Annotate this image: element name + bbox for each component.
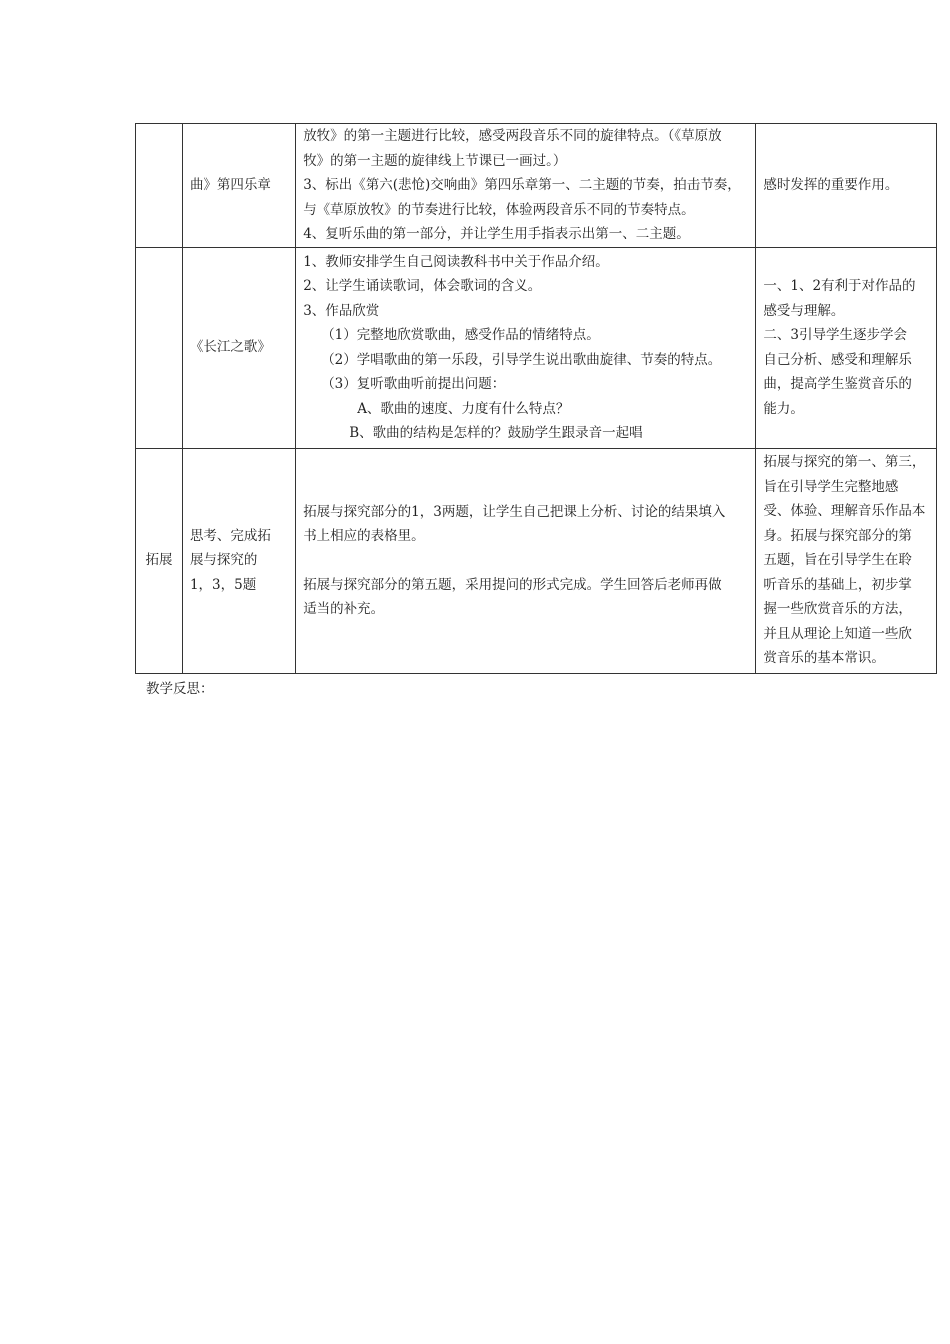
content-line: 3、作品欣赏 — [303, 302, 380, 319]
item-cell — [182, 124, 295, 248]
content-line: A、歌曲的速度、力度有什么特点？ — [357, 400, 570, 417]
reflection-label: 教学反思： — [146, 681, 214, 697]
content-line: 2、让学生诵读歌词，体会歌词的含义。 — [303, 278, 542, 294]
section-cell — [136, 247, 183, 448]
content-line: B、歌曲的结构是怎样的？鼓励学生跟录音一起唱 — [349, 425, 643, 441]
content-cell — [296, 247, 756, 448]
purpose-line: 拓展与探究的第一、第三， — [763, 454, 926, 471]
item-line: 1，3，5题 — [189, 576, 257, 593]
item-line: 思考、完成拓 — [189, 527, 271, 544]
table-row — [136, 124, 937, 248]
content-line: 与《草原放牧》的节奏进行比较，体验两段音乐不同的节奏特点。 — [303, 201, 695, 218]
section-cell: 拓展 — [136, 448, 183, 673]
purpose-line: 听音乐的基础上，初步掌 — [763, 576, 912, 593]
lesson-plan-table — [135, 123, 937, 674]
content-line: 3、标出《第六(悲怆)交响曲》第四乐章第一、二主题的节奏，拍击节奏， — [303, 177, 741, 193]
content-line: 牧》的第一主题的旋律线上节课已一画过。） — [303, 152, 567, 169]
purpose-line: 并且从理论上知道一些欣 — [763, 625, 912, 642]
table-row — [136, 448, 937, 673]
content-line: 适当的补充。 — [303, 601, 385, 617]
purpose-line: 曲，提高学生鉴赏音乐的 — [763, 376, 912, 392]
content-line: 拓展与探究部分的1，3两题，让学生自己把课上分析、讨论的结果填入 — [303, 503, 726, 520]
content-cell — [296, 124, 756, 248]
item-cell — [182, 448, 295, 673]
purpose-text: 感时发挥的重要作用。 — [763, 177, 899, 193]
purpose-line: 感受与理解。 — [763, 302, 845, 319]
content-line: 书上相应的表格里。 — [303, 528, 425, 544]
item-text: 《长江之歌》 — [189, 339, 271, 356]
section-cell — [136, 124, 183, 248]
item-line: 展与探究的 — [189, 552, 258, 569]
purpose-line: 自己分析、感受和理解乐 — [763, 351, 912, 368]
content-line: （3）复听歌曲听前提出问题： — [321, 376, 506, 392]
purpose-cell — [756, 448, 937, 673]
content-line: 1、教师安排学生自己阅读教科书中关于作品介绍。 — [303, 253, 609, 270]
purpose-line: 能力。 — [763, 400, 804, 417]
content-line: （2）学唱歌曲的第一乐段，引导学生说出歌曲旋律、节奏的特点。 — [321, 351, 722, 368]
purpose-line: 握一些欣赏音乐的方法， — [763, 601, 912, 618]
item-cell — [182, 247, 295, 448]
content-line: （1）完整地欣赏歌曲，感受作品的情绪特点。 — [321, 327, 600, 343]
purpose-line: 赏音乐的基本常识。 — [763, 650, 885, 667]
purpose-cell — [756, 247, 937, 448]
spacer — [303, 549, 748, 573]
purpose-line: 一、1、2有利于对作品的 — [763, 278, 916, 294]
purpose-cell — [756, 124, 937, 248]
purpose-line: 受、体验、理解音乐作品本 — [763, 503, 926, 520]
table-row — [136, 247, 937, 448]
purpose-line: 二、3引导学生逐步学会 — [763, 327, 907, 343]
content-cell — [296, 448, 756, 673]
content-line: 4、复听乐曲的第一部分，并让学生用手指表示出第一、二主题。 — [303, 226, 690, 242]
item-text: 曲》第四乐章 — [189, 177, 271, 193]
purpose-line: 五题，旨在引导学生在聆 — [763, 552, 912, 569]
content-line: 拓展与探究部分的第五题，采用提问的形式完成。学生回答后老师再做 — [303, 576, 722, 593]
purpose-line: 身。拓展与探究部分的第 — [763, 527, 912, 544]
content-line: 放牧》的第一主题进行比较，感受两段音乐不同的旋律特点。（《草原放 — [303, 128, 722, 144]
purpose-line: 旨在引导学生完整地感 — [763, 478, 899, 495]
